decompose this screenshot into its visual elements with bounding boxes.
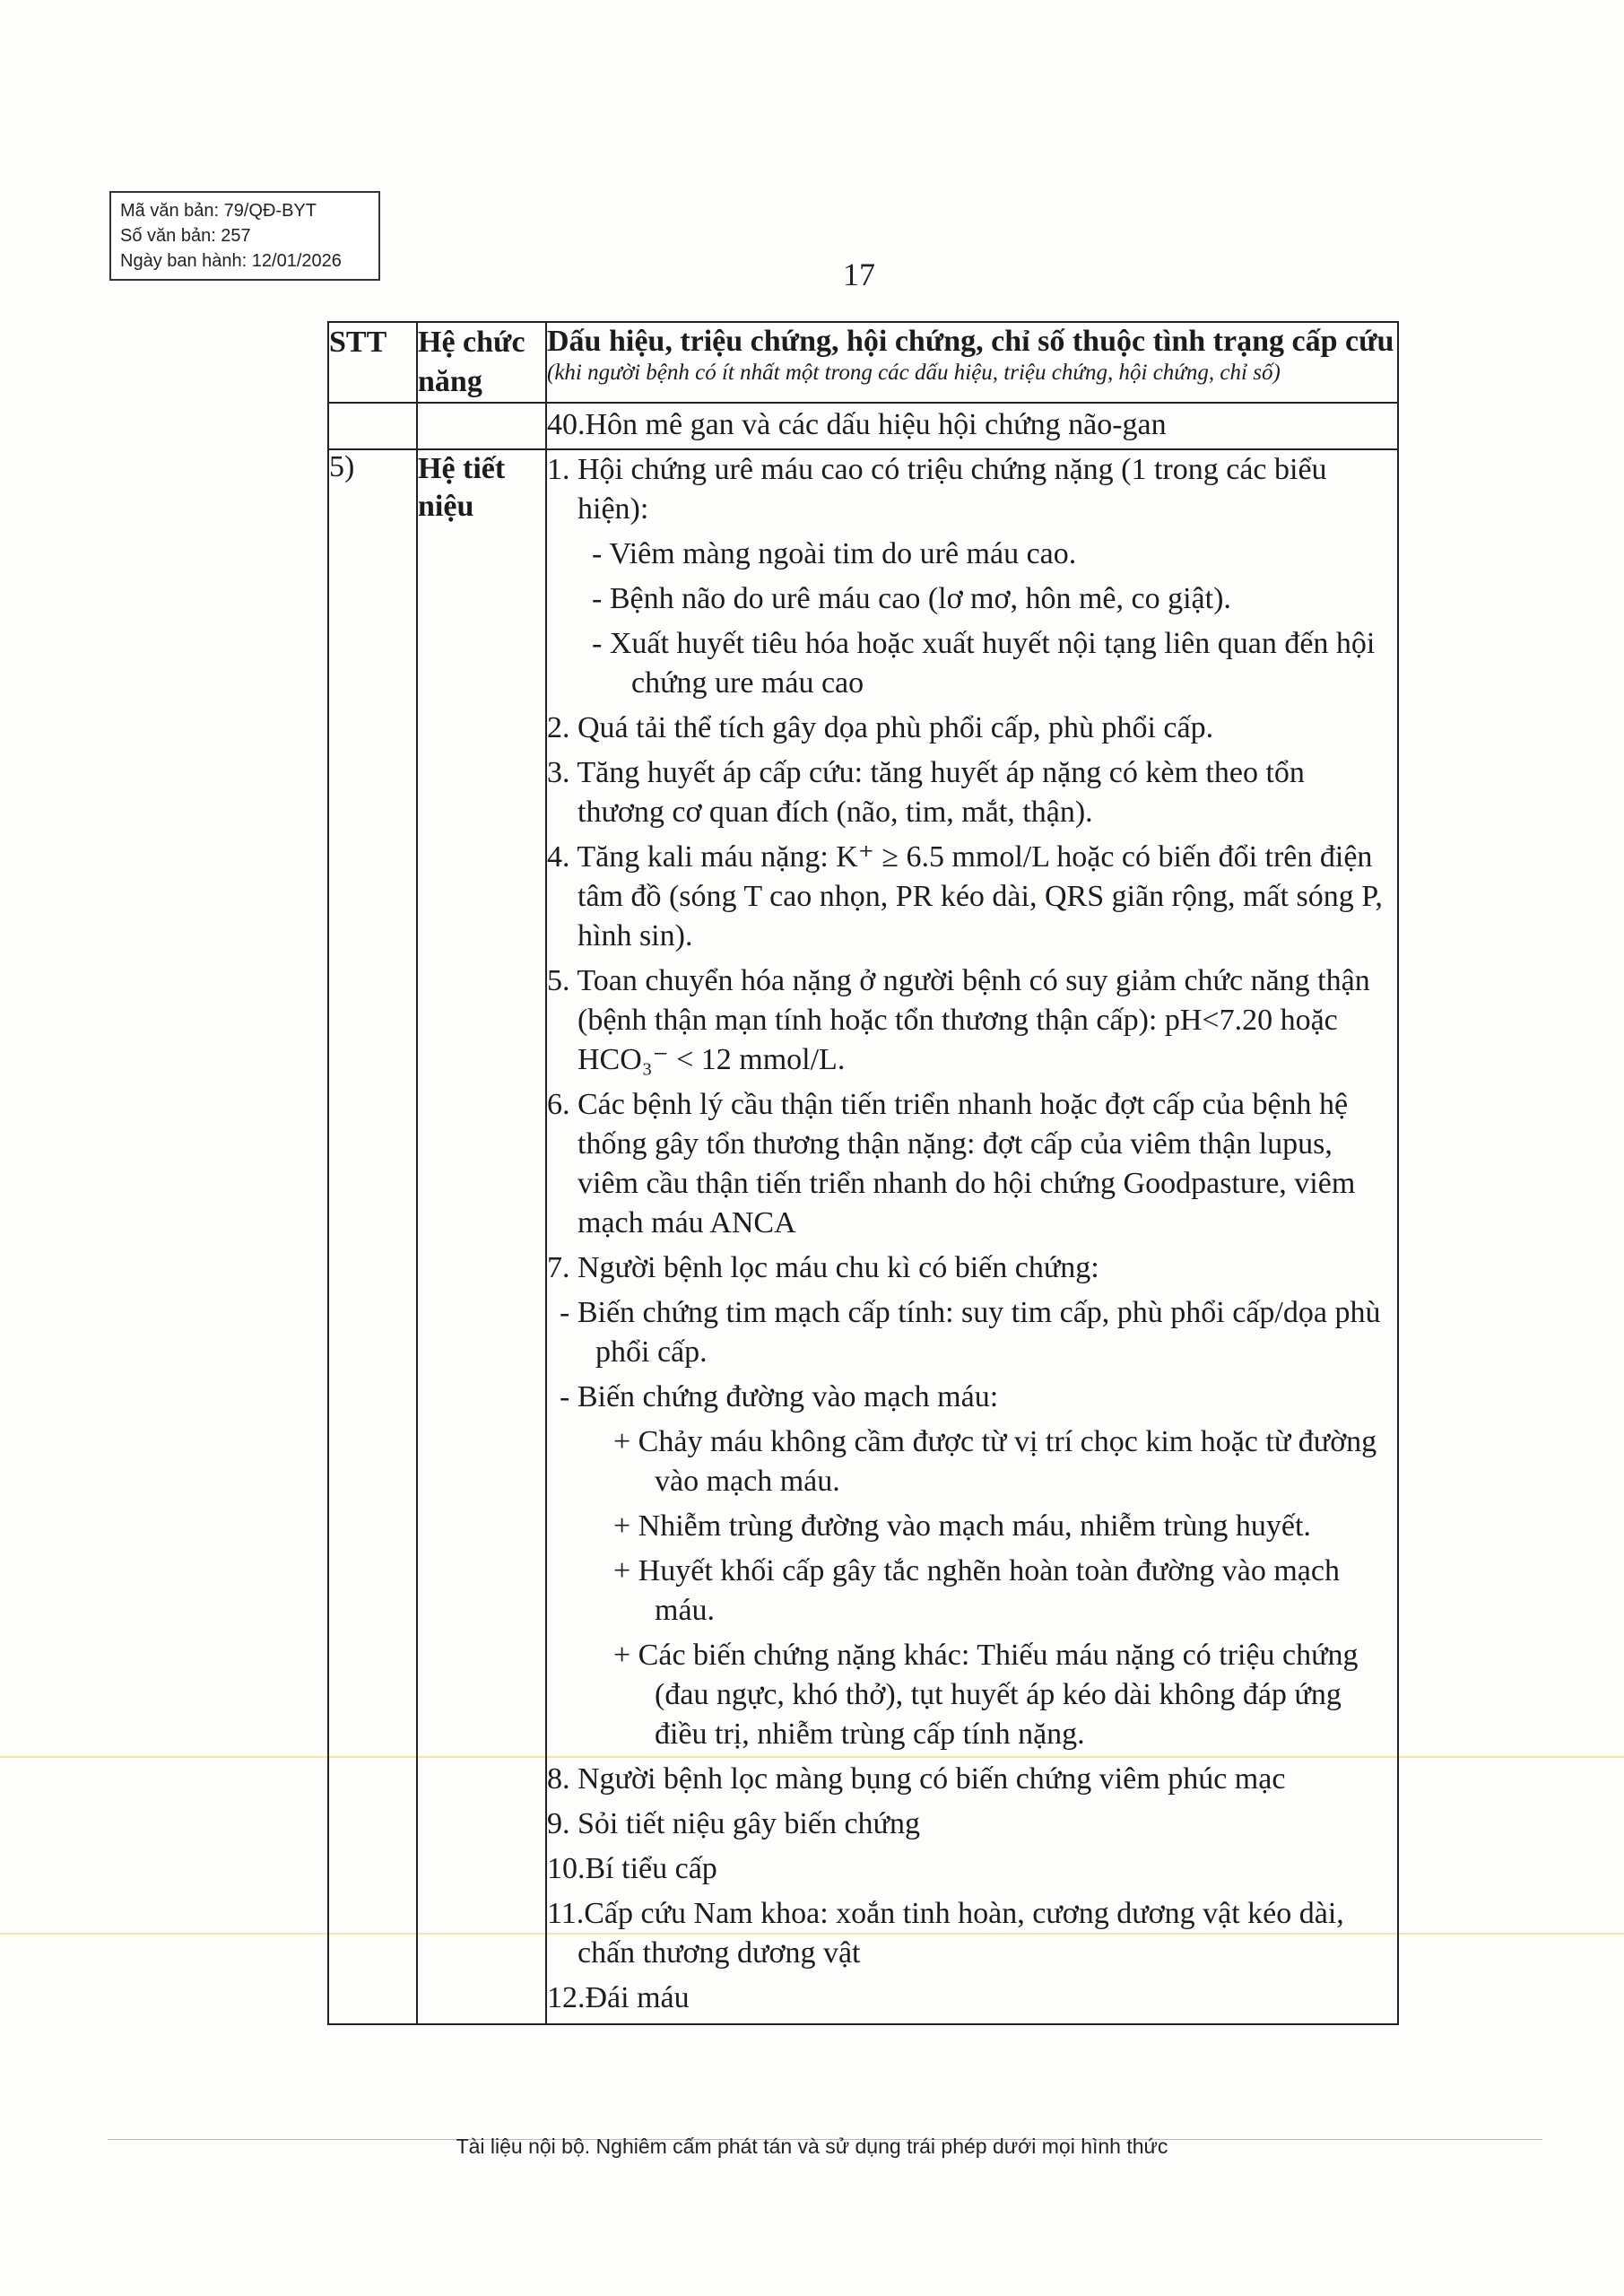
list-item: - Bệnh não do urê máu cao (lơ mơ, hôn mê, co giật).	[592, 582, 1231, 615]
list-item: 6. Các bệnh lý cầu thận tiến triển nhanh hoặc đợt cấp của bệnh hệ thống gây tổn thương thận nặng: đợt cấp của viêm thận lupus, viêm cầu thận tiến triển nhanh do hội chứng Goodpasture, viêm mạch máu ANCA	[547, 1088, 1356, 1239]
list-item: 2. Quá tải thể tích gây dọa phù phổi cấp, phù phổi cấp.	[547, 711, 1214, 744]
list-item: 11.Cấp cứu Nam khoa: xoắn tinh hoàn, cương dương vật kéo dài, chấn thương dương vật	[547, 1897, 1344, 1970]
list-item: 5. Toan chuyển hóa nặng ở người bệnh có suy giảm chức năng thận (bệnh thận mạn tính hoặc tổn thương thận cấp): pH<7.20 hoặc HCO₃⁻ < 12 mmol/L.	[547, 964, 1370, 1076]
list-item: 12.Đái máu	[547, 1981, 690, 2014]
header-main-note: (khi người bệnh có ít nhất một trong các dấu hiệu, triệu chứng, hội chứng, chỉ số)	[547, 361, 1281, 385]
list-item: - Biến chứng tim mạch cấp tính: suy tim cấp, phù phổi cấp/dọa phù phổi cấp.	[560, 1296, 1381, 1369]
list-item: 7. Người bệnh lọc máu chu kì có biến chứng:	[547, 1251, 1099, 1284]
row-system: Hệ tiết niệu	[417, 449, 546, 2024]
list-item: 4. Tăng kali máu nặng: K⁺ ≥ 6.5 mmol/L hoặc có biến đổi trên điện tâm đồ (sóng T cao nhọn, PR kéo dài, QRS giãn rộng, mất sóng P, hình sin).	[547, 840, 1383, 952]
footer-notice: Tài liệu nội bộ. Nghiêm cấm phát tán và sử dụng trái phép dưới mọi hình thức	[456, 2135, 1168, 2158]
row-content	[546, 449, 1398, 2024]
table-row-urinary	[328, 449, 1398, 2024]
document-info-stamp	[109, 191, 380, 281]
list-item: + Huyết khối cấp gây tắc nghẽn hoàn toàn đường vào mạch máu.	[613, 1554, 1340, 1627]
document-code: Mã văn bản: 79/QĐ-BYT	[120, 201, 317, 221]
list-item: 9. Sỏi tiết niệu gây biến chứng	[547, 1807, 920, 1840]
header-main-title: Dấu hiệu, triệu chứng, hội chứng, chỉ số thuộc tình trạng cấp cứu	[547, 325, 1394, 358]
list-item: 10.Bí tiểu cấp	[547, 1852, 717, 1885]
page-number: 17	[843, 257, 875, 292]
header-stt: STT	[328, 322, 417, 403]
issue-date: Ngày ban hành: 12/01/2026	[120, 251, 342, 271]
list-item: + Chảy máu không cầm được từ vị trí chọc kim hoặc từ đường vào mạch máu.	[613, 1425, 1377, 1498]
row-stt: 5)	[328, 449, 417, 2024]
header-main	[546, 322, 1398, 403]
header-system: Hệ chức năng	[417, 322, 546, 403]
list-item: - Biến chứng đường vào mạch máu:	[560, 1380, 999, 1413]
list-item: 1. Hội chứng urê máu cao có triệu chứng nặng (1 trong các biểu hiện):	[547, 453, 1327, 526]
list-item: + Nhiễm trùng đường vào mạch máu, nhiễm trùng huyết.	[613, 1509, 1311, 1543]
emergency-criteria-table	[327, 321, 1399, 2025]
list-item: + Các biến chứng nặng khác: Thiếu máu nặng có triệu chứng (đau ngực, khó thở), tụt huyết áp kéo dài không đáp ứng điều trị, nhiễm trùng cấp tính nặng.	[613, 1639, 1359, 1751]
list-item: 8. Người bệnh lọc màng bụng có biến chứng viêm phúc mạc	[547, 1762, 1286, 1796]
list-item: 3. Tăng huyết áp cấp cứu: tăng huyết áp nặng có kèm theo tổn thương cơ quan đích (não, tim, mắt, thận).	[547, 756, 1305, 829]
row-40-text: 40.Hôn mê gan và các dấu hiệu hội chứng não-gan	[546, 403, 1398, 449]
document-number: Số văn bản: 257	[120, 226, 251, 246]
list-item: - Viêm màng ngoài tim do urê máu cao.	[592, 537, 1077, 570]
table-row	[328, 403, 1398, 449]
table-header-row	[328, 322, 1398, 403]
list-item: - Xuất huyết tiêu hóa hoặc xuất huyết nội tạng liên quan đến hội chứng ure máu cao	[592, 627, 1376, 700]
